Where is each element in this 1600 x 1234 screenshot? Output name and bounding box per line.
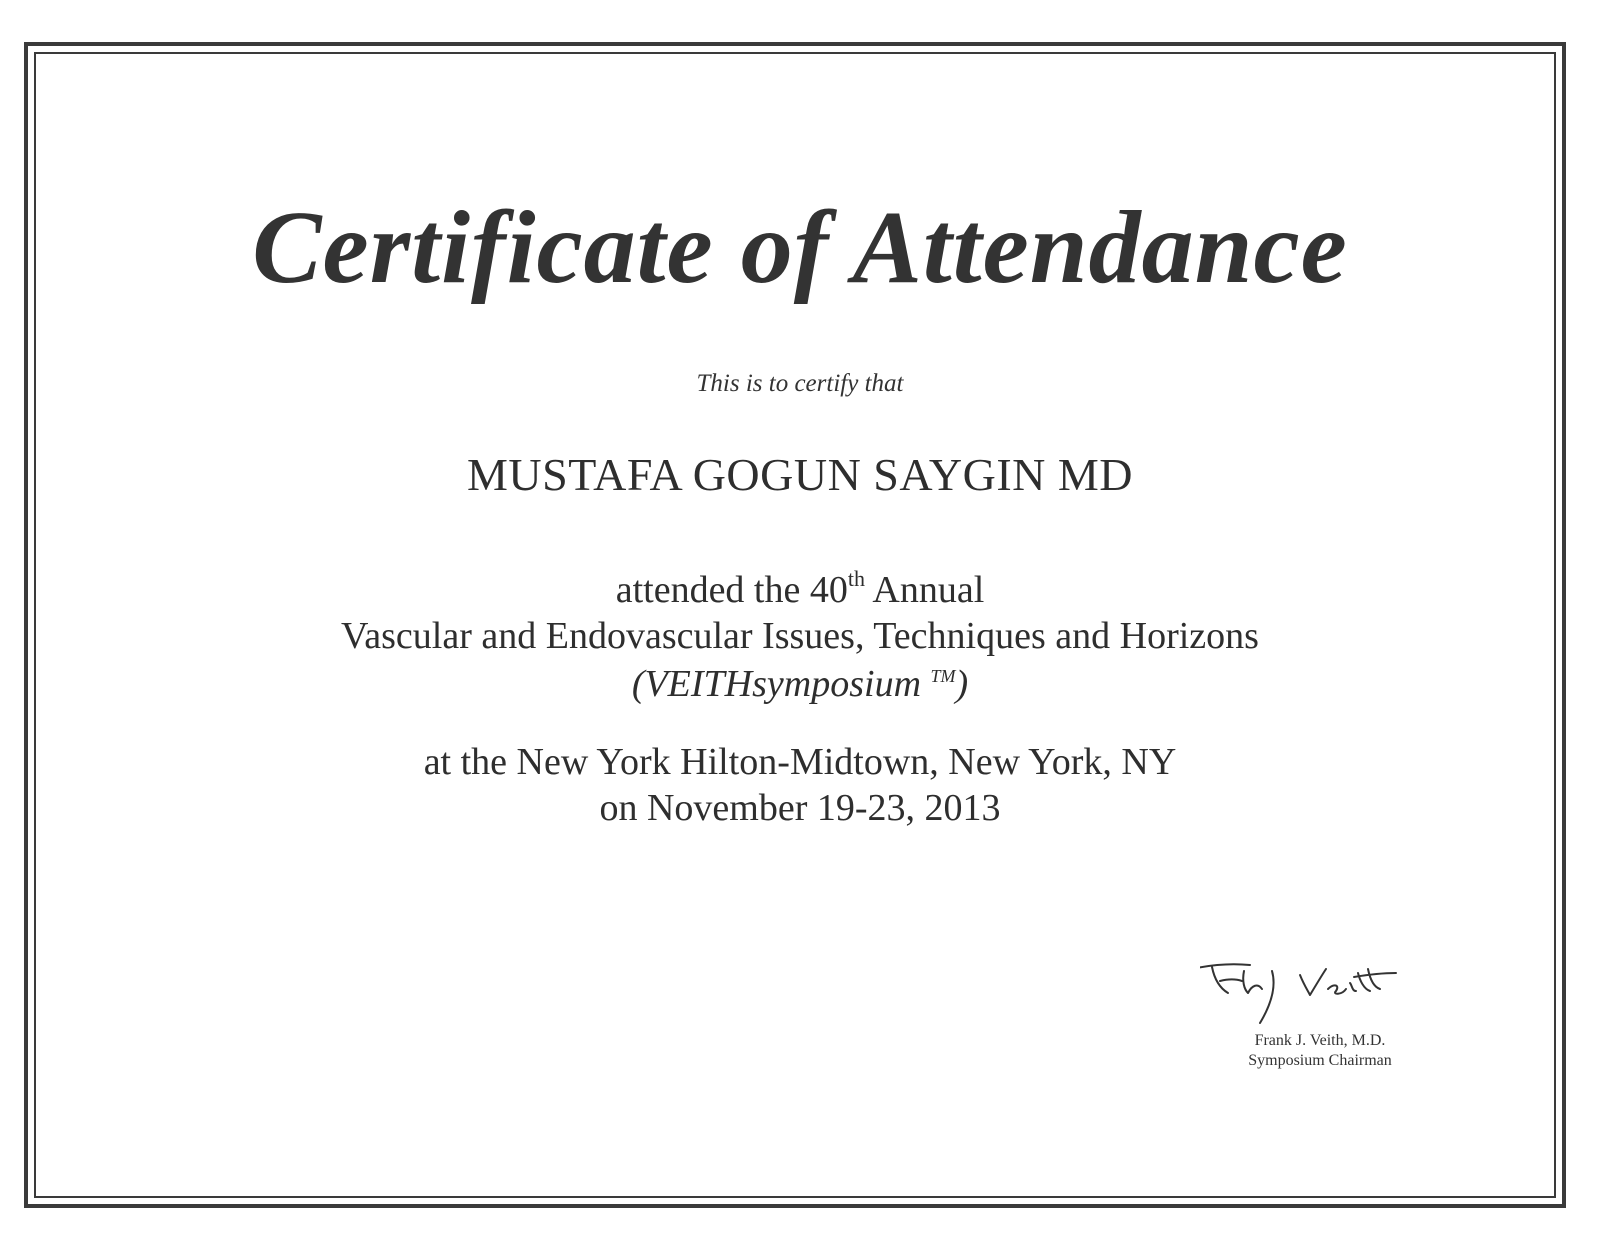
certificate-title: Certificate of Attendance	[252, 190, 1348, 305]
recipient-name: MUSTAFA GOGUN SAYGIN MD	[467, 449, 1133, 500]
attended-line	[0, 566, 1600, 612]
event-short-open: (VEITHsymposium	[631, 663, 931, 705]
handwritten-signature	[1200, 945, 1420, 1035]
event-name: Vascular and Endovascular Issues, Techniques and Horizons	[341, 615, 1259, 657]
event-short-name	[0, 662, 1600, 706]
attended-suffix: Annual	[864, 569, 985, 611]
ordinal-suffix: th	[847, 566, 865, 591]
dates-line: on November 19-23, 2013	[599, 787, 1001, 829]
trademark-mark: TM	[930, 666, 956, 686]
venue-line: at the New York Hilton-Midtown, New York, NY	[423, 741, 1177, 783]
signer-name: Frank J. Veith, M.D.	[1254, 1032, 1386, 1049]
attended-prefix: attended the 40	[615, 569, 848, 611]
certify-text: This is to certify that	[696, 370, 904, 397]
event-short-close: )	[955, 663, 969, 705]
signer-role: Symposium Chairman	[1248, 1052, 1392, 1069]
